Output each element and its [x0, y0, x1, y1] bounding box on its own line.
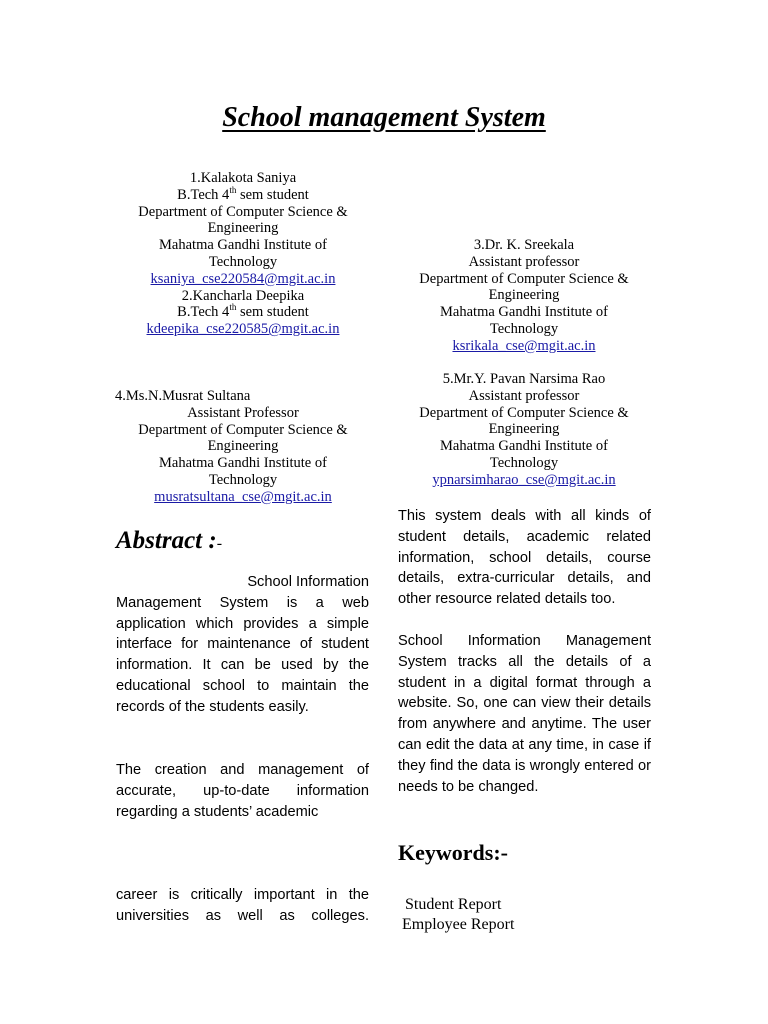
author-3-email-link[interactable]: ksrikala_cse@mgit.ac.in — [452, 337, 596, 354]
author-2-name: 2.Kancharla Deepika — [181, 287, 305, 304]
author-block-3 — [396, 237, 652, 355]
author-3-name: 3.Dr. K. Sreekala — [473, 237, 575, 253]
author-1-institute: Mahatma Gandhi Institute of — [159, 237, 327, 254]
author-5-institute: Mahatma Gandhi Institute of — [440, 438, 608, 455]
author-1-degree: B.Tech 4th sem student — [177, 184, 309, 203]
author-3-institute-cont: Technology — [489, 320, 559, 337]
abstract-paragraph-2: The creation and management of accurate, up-to-date information regarding a students’ academic — [116, 762, 369, 820]
author-2-degree: B.Tech 4th sem student — [177, 302, 309, 321]
author-3-title: Assistant professor — [468, 253, 580, 270]
author-4-institute: Mahatma Gandhi Institute of — [159, 455, 327, 472]
keyword-employee-report: Employee Report — [402, 916, 515, 933]
keyword-student-report: Student Report — [405, 896, 502, 913]
author-5-dept-cont: Engineering — [488, 421, 560, 438]
author-1-institute-cont: Technology — [208, 253, 278, 270]
paper-title: School management System — [222, 102, 546, 133]
abstract-heading: Abstract :- — [116, 527, 223, 554]
author-4-institute-cont: Technology — [208, 471, 278, 488]
author-5-name: 5.Mr.Y. Pavan Narsima Rao — [442, 371, 606, 387]
author-4-name: 4.Ms.N.Musrat Sultana — [115, 388, 251, 404]
author-1-dept-cont: Engineering — [207, 220, 279, 237]
author-5-institute-cont: Technology — [489, 454, 559, 471]
author-3-institute: Mahatma Gandhi Institute of — [440, 304, 608, 321]
keywords-heading: Keywords:- — [398, 840, 508, 865]
author-4-email-link[interactable]: musratsultana_cse@mgit.ac.in — [154, 488, 332, 505]
author-2-email-link[interactable]: kdeepika_cse220585@mgit.ac.in — [146, 321, 340, 338]
abstract-paragraph-1-first-line: School Information — [247, 574, 369, 590]
author-3-dept-cont: Engineering — [488, 287, 560, 304]
author-3-dept: Department of Computer Science & — [419, 270, 629, 287]
author-1-name: 1.Kalakota Saniya — [189, 170, 297, 186]
author-5-title: Assistant professor — [468, 387, 580, 404]
author-1-dept: Department of Computer Science & — [138, 203, 348, 220]
author-block-5 — [396, 371, 652, 489]
author-block-4 — [115, 388, 371, 506]
author-1-email-link[interactable]: ksaniya_cse220584@mgit.ac.in — [150, 270, 336, 287]
abstract-paragraph-1-body: Management System is a web application which provides a simple interface for maintenance of student information. It can be used by the educational school to maintain the records of the students easily. — [116, 594, 369, 715]
author-5-dept: Department of Computer Science & — [419, 404, 629, 421]
right-paragraph-2: School Information Management System tracks all the details of a student in a digital format through a website. So, one can view their details from anywhere and anytime. The user can edit the data at any time, in case if they find the data is wrongly entered or needs to be changed. — [398, 633, 651, 795]
author-5-email-link[interactable]: ypnarsimharao_cse@mgit.ac.in — [432, 471, 616, 488]
author-block-1-2 — [115, 170, 371, 338]
author-4-dept: Department of Computer Science & — [138, 421, 348, 438]
abstract-paragraph-1 — [116, 572, 369, 718]
author-4-title: Assistant Professor — [187, 404, 299, 421]
abstract-paragraph-3: career is critically important in the universities as well as colleges. — [116, 887, 369, 924]
right-paragraph-1: This system deals with all kinds of student details, academic related information, school details, course details, extra-curricular details, and other resource related details too. — [398, 508, 651, 608]
author-4-dept-cont: Engineering — [207, 438, 279, 455]
